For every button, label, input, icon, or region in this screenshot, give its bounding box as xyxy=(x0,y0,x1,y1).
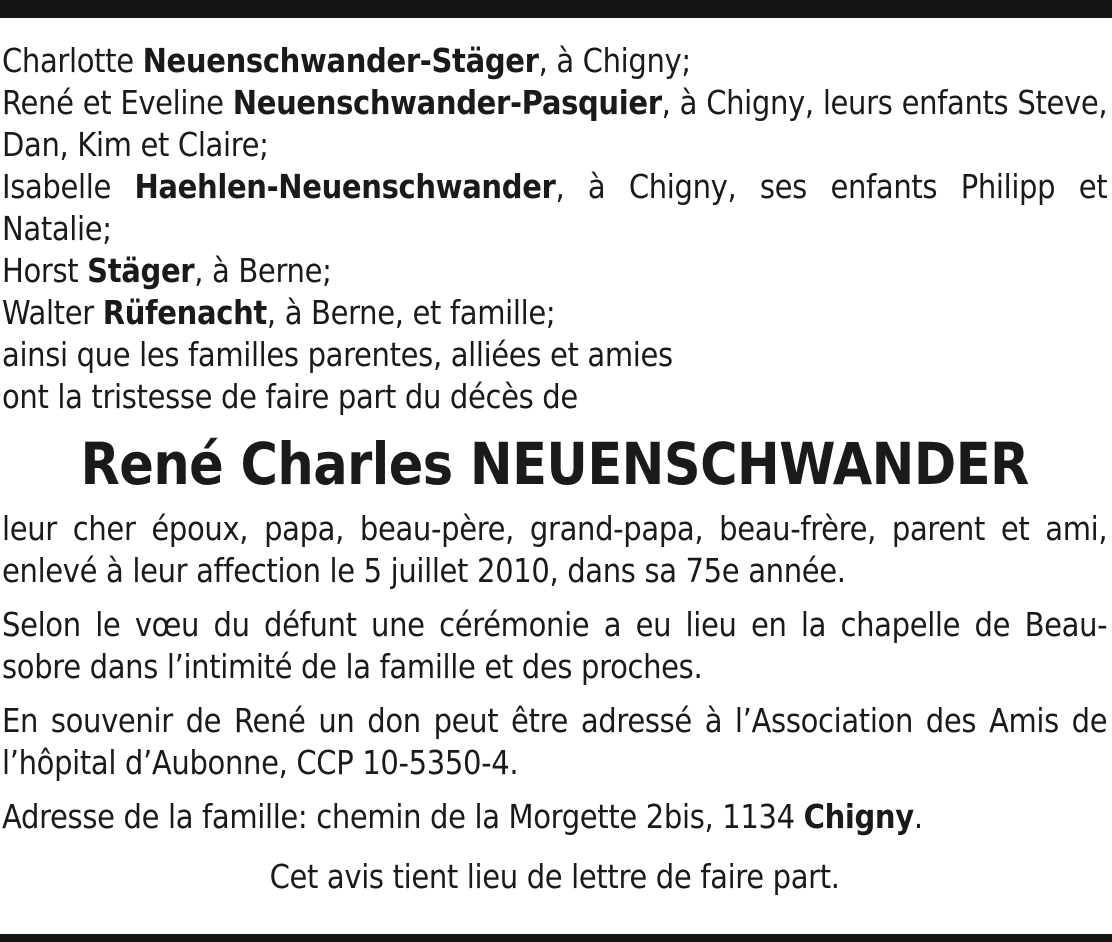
mourner-surname: Neuenschwander-Pasquier xyxy=(232,83,662,122)
mourner-given-name: Walter xyxy=(2,293,103,332)
mourner-line xyxy=(2,82,1107,166)
mourner-detail: , à Chigny, ses enfants Philipp et Natalie; xyxy=(2,167,1108,248)
mourner-surname: Rüfenacht xyxy=(102,293,267,332)
address-text: Adresse de la famille: chemin de la Morgette 2bis, 1134 xyxy=(2,797,804,836)
families-line: ainsi que les familles parentes, alliées et amies xyxy=(2,335,673,374)
ceremony-paragraph: Selon le vœu du défunt une cérémonie a eu lieu en la chapelle de Beau-sobre dans l’intimité de la famille et des proches. xyxy=(2,605,1108,686)
address-punctuation: . xyxy=(913,797,923,836)
mourner-given-name: René et Eveline xyxy=(2,83,233,122)
bottom-border-rule xyxy=(0,934,1112,942)
mourner-detail: , à Berne, et famille; xyxy=(266,293,556,332)
mourner-detail: , à Chigny, leurs enfants Steve, Dan, Kim et Claire; xyxy=(2,83,1108,164)
mourner-line xyxy=(2,250,1107,292)
top-border-rule xyxy=(0,0,1112,18)
mourner-detail: , à Chigny; xyxy=(538,41,691,80)
family-address xyxy=(2,796,1107,838)
address-locality: Chigny xyxy=(803,797,914,836)
obituary-notice xyxy=(2,40,1107,898)
mourner-surname: Stäger xyxy=(87,251,195,290)
mourner-given-name: Isabelle xyxy=(2,167,135,206)
deceased-name: René Charles NEUENSCHWANDER xyxy=(80,430,1029,498)
mourner-surname: Haehlen-Neuenschwander xyxy=(134,167,556,206)
tribute-paragraph: leur cher époux, papa, beau-père, grand-papa, beau-frère, parent et ami, enlevé à leur affection le 5 juillet 2010, dans sa 75e année. xyxy=(2,509,1108,590)
announce-line: ont la tristesse de faire part du décès de xyxy=(2,377,578,416)
mourner-surname: Neuenschwander-Stäger xyxy=(142,41,539,80)
mourner-given-name: Charlotte xyxy=(2,41,143,80)
mourner-detail: , à Berne; xyxy=(194,251,332,290)
closing-line: Cet avis tient lieu de lettre de faire part. xyxy=(269,857,840,896)
mourner-given-name: Horst xyxy=(2,251,88,290)
donation-paragraph: En souvenir de René un don peut être adressé à l’Association des Amis de l’hôpital d’Aubonne, CCP 10-5350-4. xyxy=(2,701,1108,782)
mourner-line xyxy=(2,292,1107,334)
mourner-line xyxy=(2,40,1107,82)
mourner-line xyxy=(2,166,1107,250)
